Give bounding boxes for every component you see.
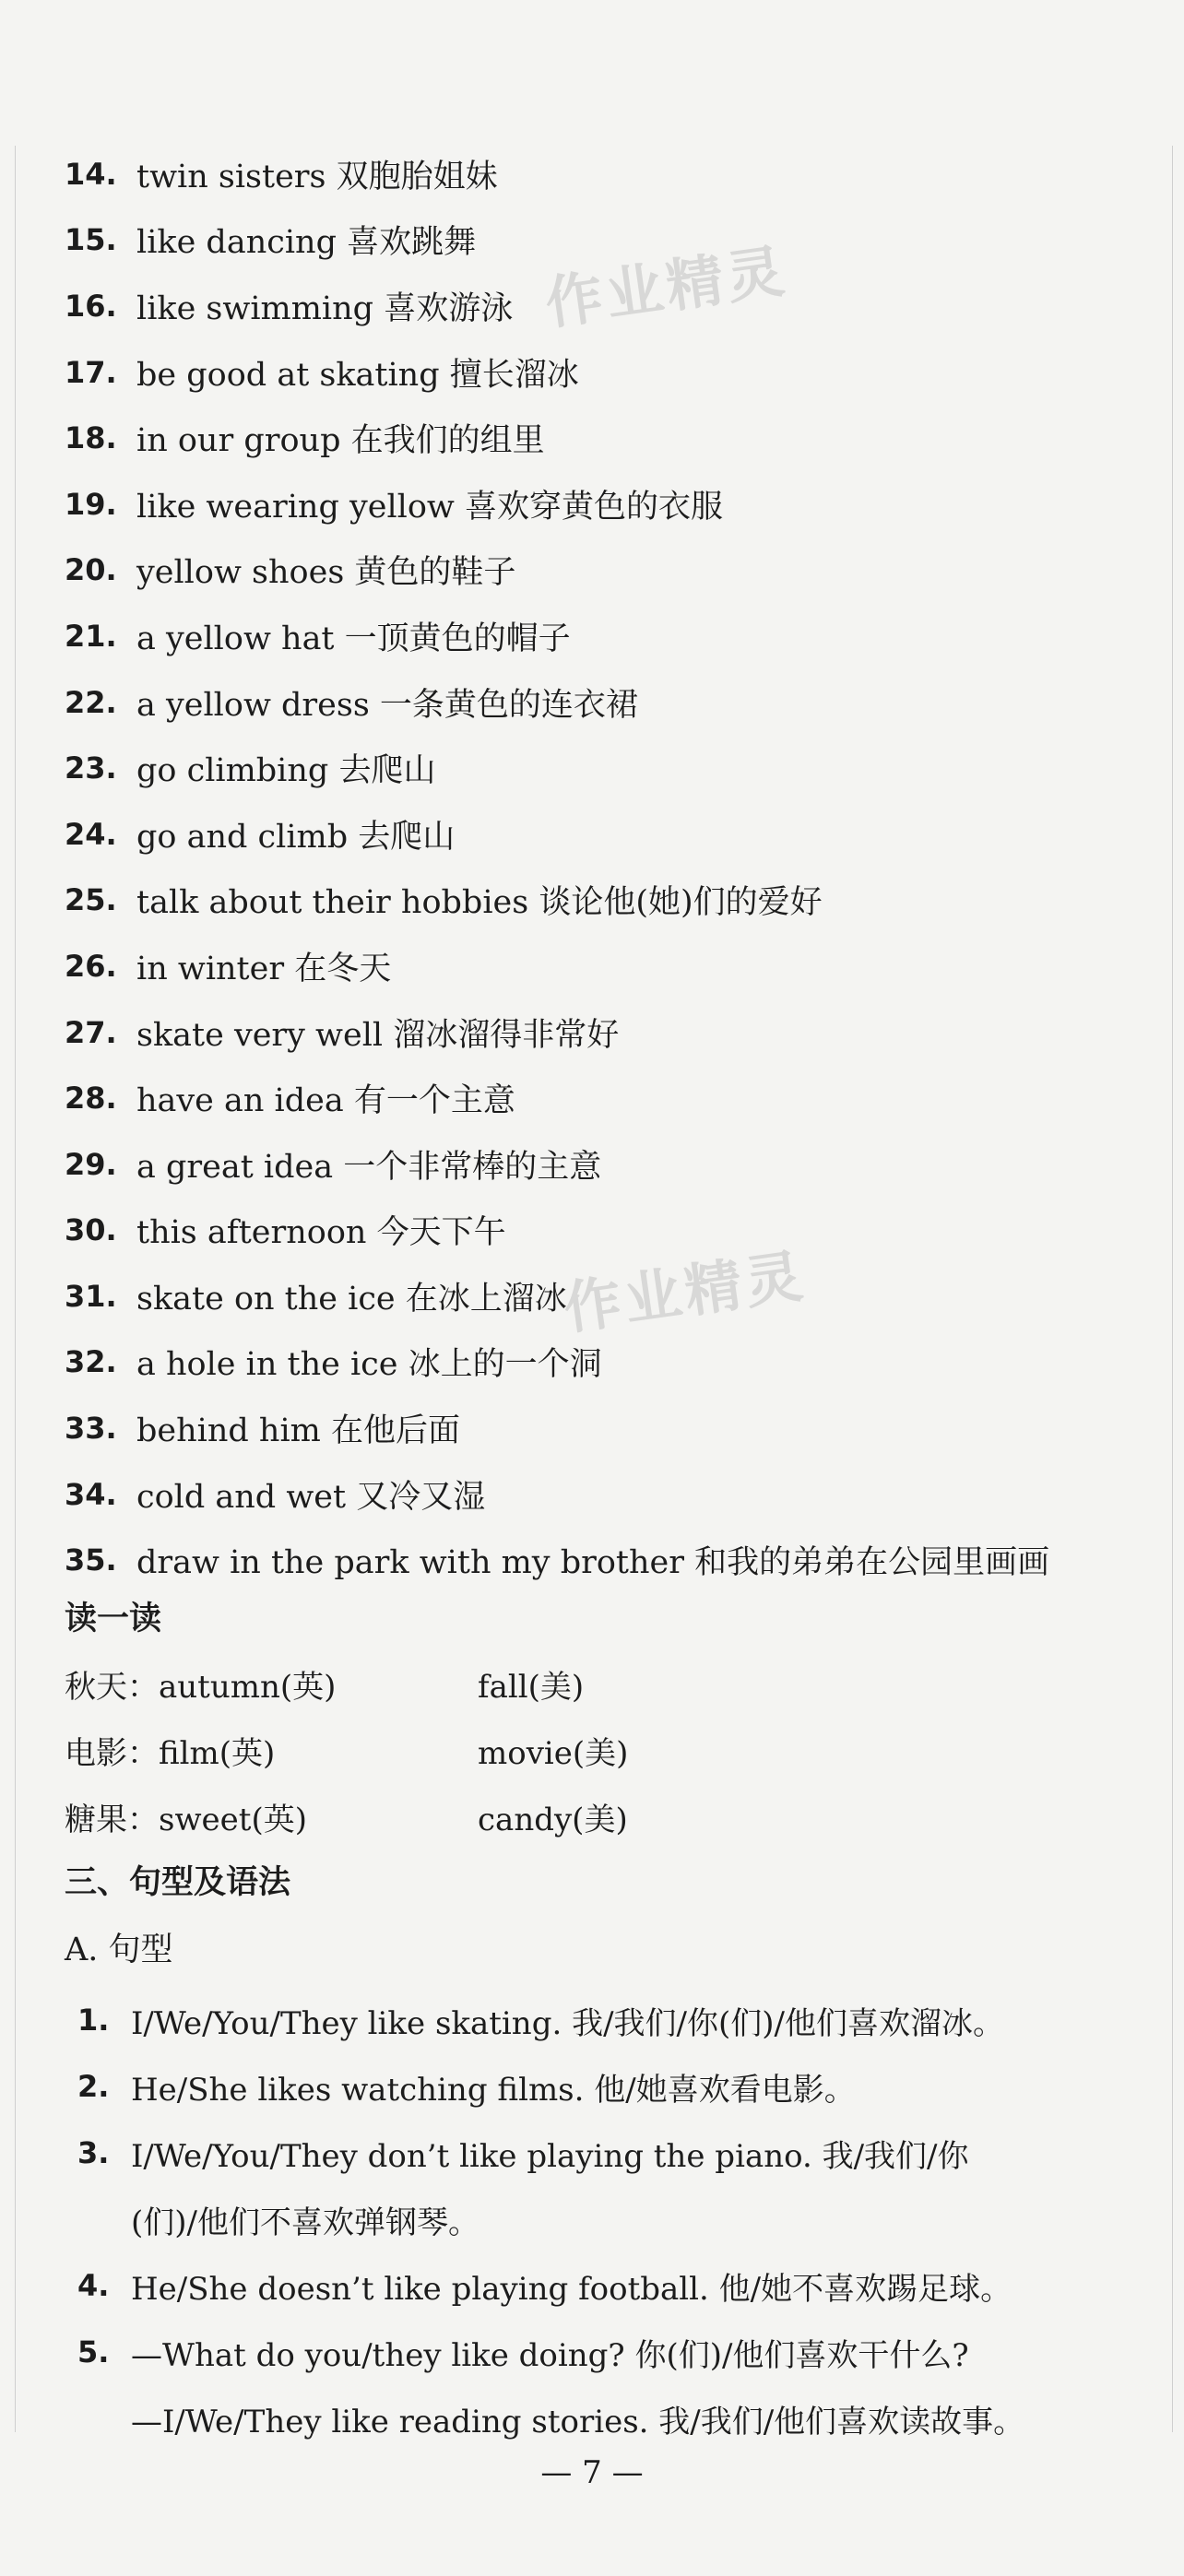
vocab-item xyxy=(65,1198,1153,1264)
sentence-number: 3. xyxy=(77,2135,110,2170)
read-section-title: 读一读 xyxy=(65,1601,162,1637)
vocab-item xyxy=(65,1395,1153,1461)
vocab-item xyxy=(65,471,1153,538)
vocab-item-number: 14. xyxy=(65,156,117,192)
vocab-item-number: 34. xyxy=(65,1476,117,1512)
vocab-item xyxy=(65,801,1153,868)
sentence-item xyxy=(77,2319,1101,2385)
sentence-text-line2: —I/We/They like reading stories. 我/我们/他们喜欢读故事。 xyxy=(131,2403,1025,2440)
vocab-item-text: this afternoon 今天下午 xyxy=(136,1214,506,1252)
vocab-item-text: talk about their hobbies 谈论他(她)们的爱好 xyxy=(136,884,823,922)
watermark-top: 作业精灵 xyxy=(540,236,792,337)
vocab-item-number: 19. xyxy=(65,486,117,522)
vocab-item xyxy=(65,141,1153,207)
vocab-item xyxy=(65,933,1153,999)
vocab-item xyxy=(65,1131,1153,1198)
vocab-item-text: like swimming 喜欢游泳 xyxy=(136,290,514,327)
sentence-text: I/We/You/They don’t like playing the piano. 我/我们/你 xyxy=(131,2137,969,2175)
vocab-item xyxy=(65,735,1153,801)
vocab-item-text: draw in the park with my brother 和我的弟弟在公园里画画 xyxy=(136,1544,1050,1582)
vocab-item-number: 17. xyxy=(65,354,117,390)
vocab-item-text: a yellow dress 一条黄色的连衣裙 xyxy=(136,686,638,724)
sentence-text: —What do you/they like doing? 你(们)/他们喜欢干什么? xyxy=(131,2336,969,2374)
right-margin-rule xyxy=(1172,146,1173,2432)
vocab-item xyxy=(65,868,1153,934)
sentence-number: 4. xyxy=(77,2268,110,2303)
vocab-item-text: twin sisters 双胞胎姐妹 xyxy=(136,158,498,195)
vocab-item-text: go and climb 去爬山 xyxy=(136,818,456,856)
vocab-item-number: 22. xyxy=(65,684,117,720)
american-term: movie(美) xyxy=(478,1734,629,1772)
vocab-item-number: 21. xyxy=(65,618,117,654)
vocab-item xyxy=(65,999,1153,1066)
left-margin-rule xyxy=(15,146,16,2432)
vocab-item-text: like dancing 喜欢跳舞 xyxy=(136,224,477,262)
vocab-item-text: skate on the ice 在冰上溜冰 xyxy=(136,1280,567,1318)
vocab-item xyxy=(65,669,1153,736)
vocab-item-text: have an idea 有一个主意 xyxy=(136,1082,515,1120)
vocab-item-number: 33. xyxy=(65,1411,117,1447)
compare-row xyxy=(65,1783,1079,1849)
grammar-section-title: 三、句型及语法 xyxy=(65,1864,291,1901)
vocab-item-number: 20. xyxy=(65,552,117,588)
vocabulary-list xyxy=(65,141,1153,1593)
vocab-item-text: behind him 在他后面 xyxy=(136,1412,460,1450)
sentence-continuation xyxy=(77,2186,1101,2252)
sentence-text: He/She likes watching films. 他/她喜欢看电影。 xyxy=(131,2071,856,2109)
vocab-item xyxy=(65,1527,1153,1593)
vocab-item xyxy=(65,339,1153,406)
sentence-patterns-subtitle: A. 句型 xyxy=(65,1932,173,1968)
sentence-number: 2. xyxy=(77,2069,110,2104)
vocab-item xyxy=(65,1065,1153,1131)
vocab-item-text: a hole in the ice 冰上的一个洞 xyxy=(136,1346,602,1384)
vocab-item-number: 24. xyxy=(65,816,117,852)
vocab-item-text: a yellow hat 一顶黄色的帽子 xyxy=(136,620,571,657)
american-term: candy(美) xyxy=(478,1801,628,1838)
sentence-text: I/We/You/They like skating. 我/我们/你(们)/他们喜欢溜冰。 xyxy=(131,2004,1004,2042)
vocab-item-number: 15. xyxy=(65,222,117,258)
vocab-item-number: 23. xyxy=(65,750,117,786)
vocab-item-text: yellow shoes 黄色的鞋子 xyxy=(136,554,516,592)
vocab-item-number: 25. xyxy=(65,882,117,918)
sentence-number: 1. xyxy=(77,2003,110,2038)
sentence-number: 5. xyxy=(77,2334,110,2369)
vocab-item-text: skate very well 溜冰溜得非常好 xyxy=(136,1016,620,1054)
vocab-item-text: go climbing 去爬山 xyxy=(136,752,436,790)
american-term: fall(美) xyxy=(478,1668,585,1706)
vocab-item-number: 29. xyxy=(65,1146,117,1182)
watermark-middle: 作业精灵 xyxy=(559,1241,811,1342)
vocab-item-number: 28. xyxy=(65,1081,117,1117)
compare-row xyxy=(65,1717,1079,1783)
sentence-list xyxy=(77,1987,1101,2452)
vocab-item xyxy=(65,538,1153,604)
vocab-item-text: in winter 在冬天 xyxy=(136,950,392,987)
british-term: 电影：film(英) xyxy=(65,1734,276,1772)
page-number: — 7 — xyxy=(540,2454,644,2491)
vocab-item-number: 30. xyxy=(65,1212,117,1248)
sentence-continuation xyxy=(77,2385,1101,2452)
vocab-item xyxy=(65,603,1153,669)
sentence-text-line2: (们)/他们不喜欢弹钢琴。 xyxy=(131,2204,480,2241)
vocab-item-number: 18. xyxy=(65,420,117,456)
vocab-item-text: cold and wet 又冷又湿 xyxy=(136,1478,486,1516)
vocab-item-number: 35. xyxy=(65,1542,117,1578)
vocab-item-text: be good at skating 擅长溜冰 xyxy=(136,356,579,394)
vocab-item-number: 31. xyxy=(65,1278,117,1314)
vocab-item-number: 27. xyxy=(65,1014,117,1050)
vocab-item xyxy=(65,405,1153,471)
vocab-item-number: 16. xyxy=(65,288,117,324)
vocab-item-text: a great idea 一个非常棒的主意 xyxy=(136,1148,602,1186)
vocab-item-number: 26. xyxy=(65,948,117,984)
british-term: 糖果：sweet(英) xyxy=(65,1801,307,1838)
british-american-compare xyxy=(65,1650,1079,1849)
sentence-item xyxy=(77,2120,1101,2186)
sentence-text: He/She doesn’t like playing football. 他/她不喜欢踢足球。 xyxy=(131,2270,1012,2308)
sentence-item xyxy=(77,2252,1101,2319)
sentence-item xyxy=(77,2053,1101,2120)
vocab-item-number: 32. xyxy=(65,1344,117,1380)
vocab-item-text: like wearing yellow 喜欢穿黄色的衣服 xyxy=(136,488,723,526)
british-term: 秋天：autumn(英) xyxy=(65,1668,337,1706)
vocab-item xyxy=(65,1461,1153,1528)
sentence-item xyxy=(77,1987,1101,2053)
compare-row xyxy=(65,1650,1079,1717)
vocab-item-text: in our group 在我们的组里 xyxy=(136,422,545,460)
